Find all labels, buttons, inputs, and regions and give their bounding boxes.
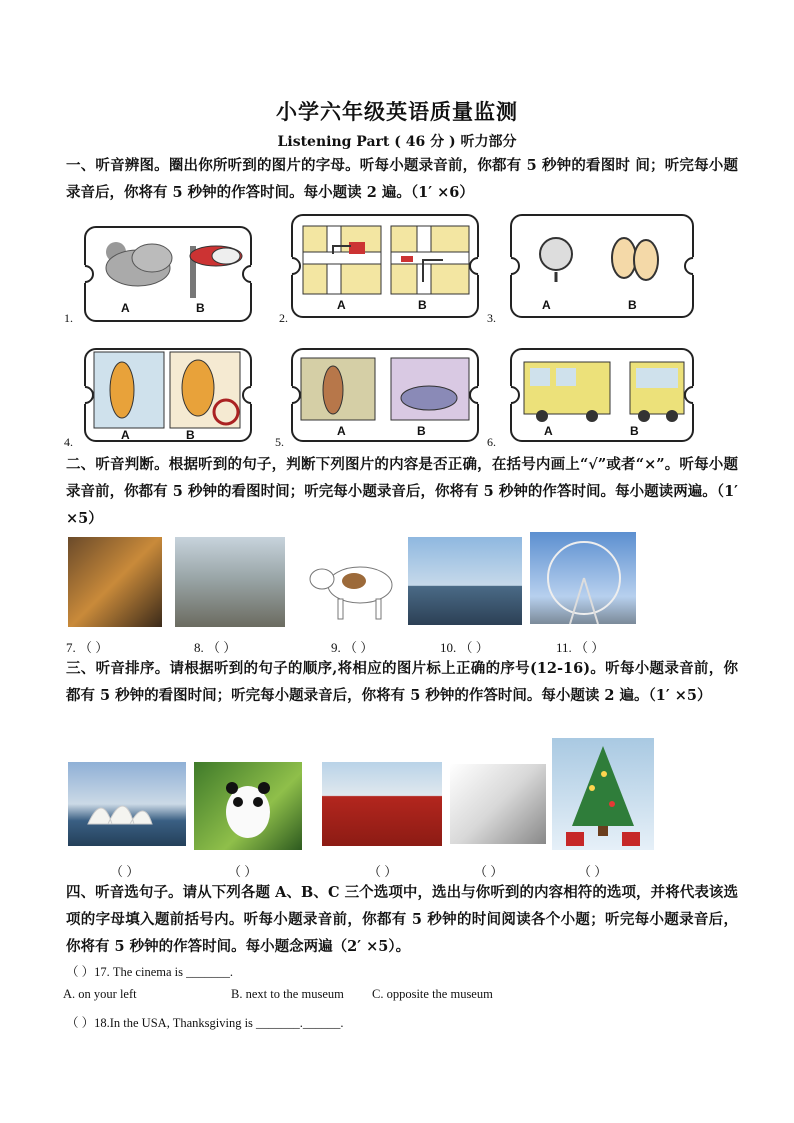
order-bracket-3[interactable]: （ ） <box>368 864 398 879</box>
tiger-photo <box>68 537 162 627</box>
question-18[interactable]: （ ）18.In the USA, Thanksgiving is _______.______. <box>66 1016 344 1030</box>
item-number-4: 4. <box>64 435 73 449</box>
order-bracket-5[interactable]: （ ） <box>578 864 608 879</box>
snow-leopard-photo <box>450 764 546 844</box>
item-number-2: 2. <box>279 311 288 325</box>
q17-option-a[interactable]: A. on your left <box>63 987 137 1001</box>
man-falling-picture <box>293 350 477 440</box>
section4-heading: 四、听音选句子。请从下列各题 A、B、C 三个选项中，选出与你听到的内容相符的选项，并将代表该选项的字母填入题前括号内。听每小题录音前，你都有 5 秒钟的时间阅读各个小题；听完每小题录音后，你将有 5 秒钟的作答时间。每小题念两遍（2′ ×5）。 <box>66 884 738 955</box>
order-bracket-4[interactable]: （ ） <box>474 864 504 879</box>
answer-bracket-11[interactable]: 11. （ ） <box>556 640 605 655</box>
cow-picture <box>300 545 400 625</box>
opera-house-photo <box>68 762 186 846</box>
tiananmen-photo <box>322 762 442 846</box>
picture-card-6 <box>510 348 694 442</box>
answer-bracket-7[interactable]: 7. （ ） <box>66 640 109 655</box>
picture-card-5 <box>291 348 479 442</box>
order-bracket-1[interactable]: （ ） <box>110 864 140 879</box>
item-number-3: 3. <box>487 311 496 325</box>
picture-card-4 <box>84 348 252 442</box>
christmas-tree-photo <box>552 738 654 850</box>
page-title: 小学六年级英语质量监测 <box>276 99 518 124</box>
answer-bracket-10[interactable]: 10. （ ） <box>440 640 489 655</box>
picture-card-3 <box>510 214 694 318</box>
order-bracket-2[interactable]: （ ） <box>228 864 258 879</box>
picture-card-2 <box>291 214 479 318</box>
tower-bridge-photo <box>408 537 522 625</box>
option-a-label[interactable]: A <box>121 301 130 315</box>
item-number-1: 1. <box>64 311 73 325</box>
item-number-5: 5. <box>275 435 284 449</box>
option-a-label[interactable]: A <box>542 298 551 312</box>
palace-photo <box>175 537 285 627</box>
tiger-picture <box>86 350 250 440</box>
option-a-label[interactable]: A <box>337 424 346 438</box>
option-b-label[interactable]: B <box>417 424 426 438</box>
bus-picture <box>512 350 692 440</box>
option-b-label[interactable]: B <box>196 301 205 315</box>
option-b-label[interactable]: B <box>418 298 427 312</box>
picture-card-1 <box>84 226 252 322</box>
street-map-picture <box>293 216 477 316</box>
q17-option-b[interactable]: B. next to the museum <box>231 987 344 1001</box>
question-17[interactable]: （ ）17. The cinema is _______. <box>66 965 233 979</box>
london-eye-photo <box>530 532 636 624</box>
option-b-label[interactable]: B <box>628 298 637 312</box>
section3-heading: 三、听音排序。请根据听到的句子的顺序,将相应的图片标上正确的序号(12-16)。听每小题录音前，你都有 5 秒钟的看图时间；听完每小题录音后，你将有 5 秒钟的作答时间。每小题读 2 遍。（1′ ×5） <box>66 660 738 704</box>
page-subtitle: Listening Part ( 46 分 ) 听力部分 <box>277 134 517 150</box>
option-b-label[interactable]: B <box>630 424 639 438</box>
q17-option-c[interactable]: C. opposite the museum <box>372 987 493 1001</box>
answer-bracket-8[interactable]: 8. （ ） <box>194 640 237 655</box>
answer-bracket-9[interactable]: 9. （ ） <box>331 640 374 655</box>
option-a-label[interactable]: A <box>544 424 553 438</box>
globe-and-faces-picture <box>512 216 692 316</box>
section2-heading: 二、听音判断。根据听到的句子，判断下列图片的内容是否正确，在括号内画上“√”或者“×”。听每小题录音前，你都有 5 秒钟的看图时间；听完每小题录音后，你将有 5 秒钟的作答时间。每小题读两遍。（1′ ×5） <box>66 456 738 527</box>
option-b-label[interactable]: B <box>186 428 195 442</box>
option-a-label[interactable]: A <box>337 298 346 312</box>
item-number-6: 6. <box>487 435 496 449</box>
option-a-label[interactable]: A <box>121 428 130 442</box>
panda-photo <box>194 762 302 850</box>
section1-heading: 一、听音辨图。圈出你所听到的图片的字母。听每小题录音前，你都有 5 秒钟的看图时 间；听完每小题录音后，你将有 5 秒钟的作答时间。每小题读 2 遍。（1′ ×6） <box>66 157 738 201</box>
cloudy-weather-picture <box>86 228 250 320</box>
